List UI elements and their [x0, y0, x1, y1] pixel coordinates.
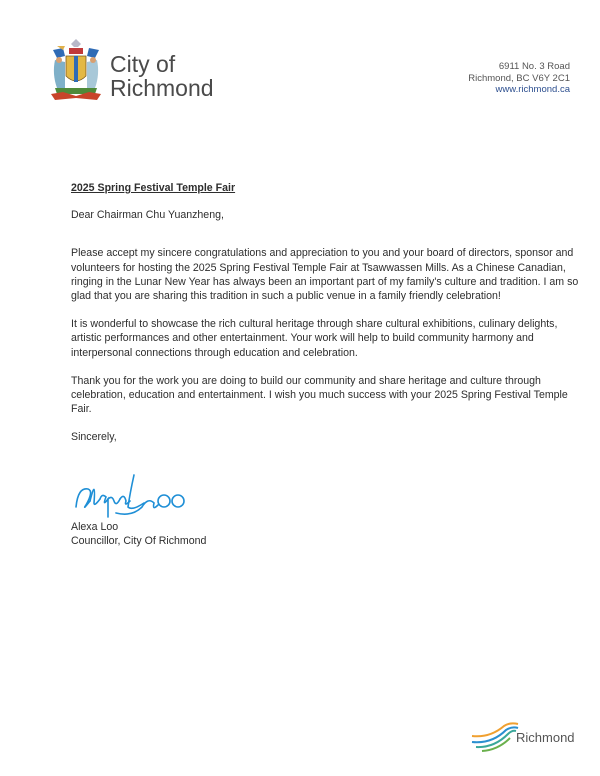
footer-wordmark: Richmond: [516, 730, 575, 745]
salutation: Dear Chairman Chu Yuanzheng,: [71, 209, 224, 222]
footer-logo: [470, 722, 580, 752]
address-line-1: 6911 No. 3 Road: [498, 61, 570, 72]
website-link[interactable]: www.richmond.ca: [495, 84, 570, 95]
signer-block: [71, 520, 206, 548]
handwritten-signature-icon: [72, 473, 192, 523]
paragraph: It is wonderful to showcase the rich cultural heritage through share cultural exhibitions, culinary delights, artistic performances and other entertainment. Your work will help to build community harmony and interpersonal connections through education and celebration.: [71, 318, 558, 359]
paragraph: Please accept my sincere congratulations and appreciation to you and your board of directors, sponsor and volunteers for hosting the 2025 Spring Festival Temple Fair at Tsawwassen Mills. As a Chinese Canadian, ringing in the Lunar New Year has always been an important part of my family's culture and tradition. I am so glad that you are sharing this tradition in such a public venue in a family friendly celebration!: [71, 247, 579, 303]
paragraph: Thank you for the work you are doing to build our community and share heritage and culture through celebration, education and entertainment. I wish you much success with your 2025 Spring Festival Temple Fair.: [71, 374, 568, 416]
signer-title: Councillor, City Of Richmond: [71, 535, 207, 548]
return-address: [468, 61, 570, 96]
closing: Sincerely,: [71, 431, 117, 444]
org-line-1: City of: [110, 51, 176, 77]
richmond-wave-logo-icon: [470, 722, 520, 752]
org-line-2: Richmond: [110, 75, 214, 101]
letter-body: [71, 181, 581, 445]
letter-subject: 2025 Spring Festival Temple Fair: [71, 182, 236, 194]
signer-name: Alexa Loo: [71, 521, 119, 533]
coat-of-arms-icon: [49, 38, 103, 102]
address-line-2: Richmond, BC V6Y 2C1: [468, 72, 570, 84]
organization-name: [110, 52, 214, 100]
